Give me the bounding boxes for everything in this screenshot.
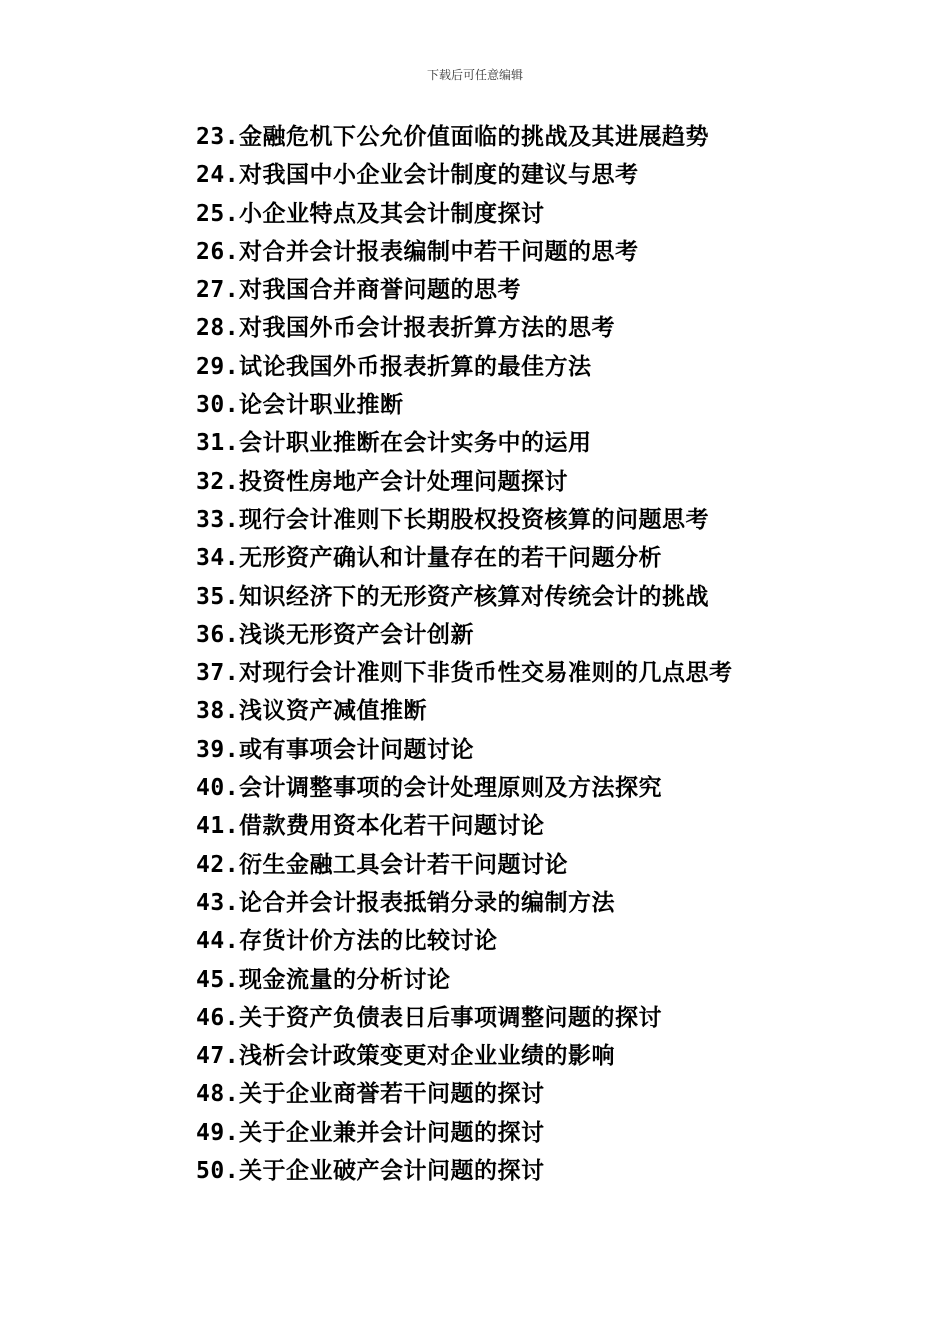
list-item: 24.对我国中小企业会计制度的建议与思考 (196, 162, 639, 189)
list-item: 34.无形资产确认和计量存在的若干问题分析 (196, 545, 663, 572)
list-item: 38.浅议资产减值推断 (196, 698, 428, 725)
list-item: 35.知识经济下的无形资产核算对传统会计的挑战 (196, 583, 710, 610)
list-item: 26.对合并会计报表编制中若干问题的思考 (196, 238, 639, 265)
list-item: 29.试论我国外币报表折算的最佳方法 (196, 353, 592, 380)
list-item: 43.论合并会计报表抵销分录的编制方法 (196, 889, 616, 916)
list-item: 41.借款费用资本化若干问题讨论 (196, 813, 545, 840)
topic-list (196, 118, 733, 1190)
list-item: 23.金融危机下公允价值面临的挑战及其进展趋势 (196, 124, 710, 150)
list-item: 30.论会计职业推断 (196, 392, 404, 419)
list-item: 37.对现行会计准则下非货币性交易准则的几点思考 (196, 660, 733, 687)
list-item: 44.存货计价方法的比较讨论 (196, 928, 498, 955)
list-item: 27.对我国合并商誉问题的思考 (196, 277, 522, 304)
page-header-note: 下载后可任意编辑 (426, 68, 523, 82)
list-item: 32.投资性房地产会计处理问题探讨 (196, 468, 569, 495)
list-item: 46.关于资产负债表日后事项调整问题的探讨 (196, 1004, 663, 1031)
list-item: 33.现行会计准则下长期股权投资核算的问题思考 (196, 506, 710, 533)
list-item: 47.浅析会计政策变更对企业业绩的影响 (196, 1043, 616, 1070)
list-item: 39.或有事项会计问题讨论 (196, 736, 475, 763)
list-item: 28.对我国外币会计报表折算方法的思考 (196, 315, 616, 342)
list-item: 45.现金流量的分析讨论 (196, 966, 451, 993)
list-item: 40.会计调整事项的会计处理原则及方法探究 (196, 775, 663, 802)
list-item: 31.会计职业推断在会计实务中的运用 (196, 430, 592, 457)
list-item: 48.关于企业商誉若干问题的探讨 (196, 1081, 545, 1108)
list-item: 42.衍生金融工具会计若干问题讨论 (196, 851, 569, 878)
list-item: 50.关于企业破产会计问题的探讨 (196, 1158, 545, 1185)
list-item: 25.小企业特点及其会计制度探讨 (196, 200, 545, 227)
list-item: 36.浅谈无形资产会计创新 (196, 621, 475, 648)
list-item: 49.关于企业兼并会计问题的探讨 (196, 1119, 545, 1146)
